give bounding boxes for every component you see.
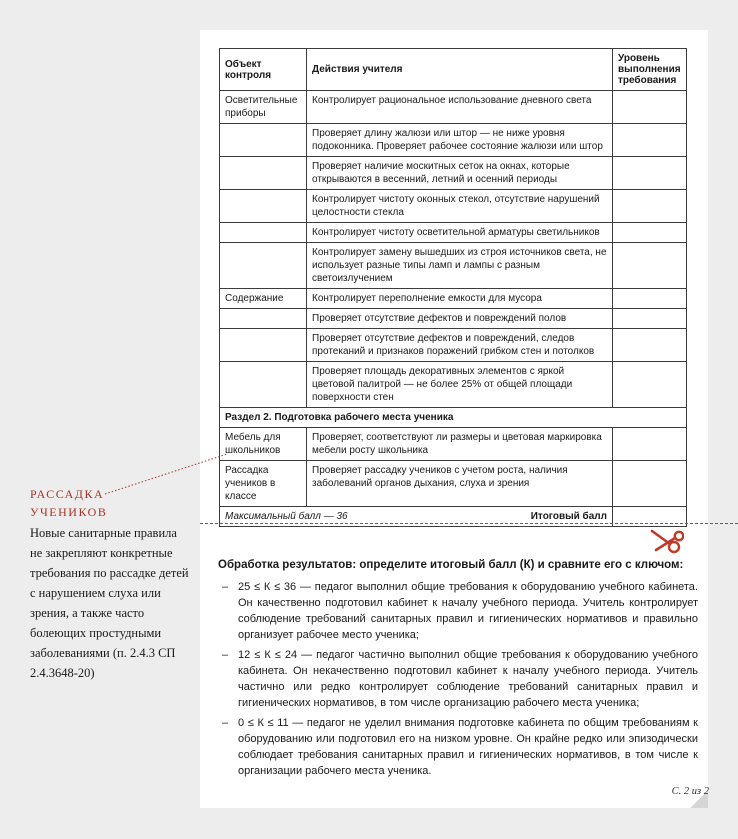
sidebar-text: Новые санитарные правила не закрепляют конкретные требования по рассадке детей с нарушением слуха или зрения, а также часто болеющих простудными заболеваниями (п. 2.4.3 СП 2.4.3648-20) xyxy=(30,526,189,680)
table-header-row xyxy=(220,49,687,91)
table-row xyxy=(220,428,687,461)
list-item: – 12 ≤ К ≤ 24 — педагог частично выполнил общие требования к оборудованию учебного кабинета. Он некачественно подготовил кабинет к началу учебного периода. Учитель частично или редко контролирует соблюдение требований санитарных правил и гигиенических нормативов, в том числе организацию рабочего места ученика; xyxy=(218,647,698,711)
table-row xyxy=(220,461,687,507)
sidebar-title-line1: РАССАДКА xyxy=(30,487,105,501)
section-row xyxy=(220,408,687,428)
level-cell xyxy=(613,362,687,408)
table-row xyxy=(220,243,687,289)
action-cell: Проверяет, соответствуют ли размеры и цветовая маркировка мебели росту школьника xyxy=(307,428,613,461)
action-cell: Контролирует чистоту оконных стекол, отсутствие нарушений целостности стекла xyxy=(307,190,613,223)
level-cell xyxy=(613,243,687,289)
results-list xyxy=(218,579,698,779)
page-number: С. 2 из 2 xyxy=(671,786,709,797)
action-cell: Проверяет площадь декоративных элементов с яркой цветовой палитрой — не более 25% от общей площади поверхности стен xyxy=(307,362,613,408)
table-row xyxy=(220,289,687,309)
object-cell: Содержание xyxy=(220,289,307,309)
list-item: – 0 ≤ К ≤ 11 — педагог не уделил внимания подготовке кабинета по общим требованиям к оборудованию или подготовил его на низком уровне. Он крайне редко или эпизодически соблюдает требования санитарных правил и гигиенических нормативов, в том числе к организации рабочего места ученика. xyxy=(218,715,698,779)
action-cell: Проверяет рассадку учеников с учетом роста, наличия заболеваний органов дыхания, слуха и зрения xyxy=(307,461,613,507)
action-cell: Проверяет отсутствие дефектов и повреждений, следов протеканий и признаков поражений грибком стен и потолков xyxy=(307,329,613,362)
action-cell: Контролирует рациональное использование дневного света xyxy=(307,91,613,124)
level-cell xyxy=(613,461,687,507)
requirements-table xyxy=(219,48,687,527)
level-cell xyxy=(613,190,687,223)
level-cell xyxy=(613,124,687,157)
level-cell xyxy=(613,428,687,461)
results-section xyxy=(218,557,698,783)
table-row xyxy=(220,362,687,408)
sidebar-title xyxy=(30,485,190,521)
level-cell xyxy=(613,309,687,329)
table-row xyxy=(220,124,687,157)
action-cell: Контролирует переполнение емкости для мусора xyxy=(307,289,613,309)
table-row xyxy=(220,190,687,223)
header-object: Объект контроля xyxy=(220,49,307,91)
max-score-label: Максимальный балл — 36 xyxy=(225,511,348,522)
header-level: Уровень выполнения требования xyxy=(613,49,687,91)
sidebar-note xyxy=(30,485,190,683)
level-cell xyxy=(613,91,687,124)
sidebar-title-line2: УЧЕНИКОВ xyxy=(30,505,108,519)
action-cell: Проверяет длину жалюзи или штор — не ниже уровня подоконника. Проверяет рабочее состояние жалюзи или штор xyxy=(307,124,613,157)
level-cell xyxy=(613,157,687,190)
object-cell: Мебель для школьников xyxy=(220,428,307,461)
table-row xyxy=(220,157,687,190)
table-row xyxy=(220,223,687,243)
section-title: Раздел 2. Подготовка рабочего места ученика xyxy=(220,408,687,428)
level-cell xyxy=(613,329,687,362)
list-item: – 25 ≤ К ≤ 36 — педагог выполнил общие требования к оборудованию учебного кабинета. Он качественно подготовил кабинет к началу учебного периода. Учитель контролирует соблюдение требований санитарных правил и гигиенических нормативов и правильно организует рабочее место ученика; xyxy=(218,579,698,643)
action-cell: Контролирует чистоту осветительной арматуры светильников xyxy=(307,223,613,243)
results-title: Обработка результатов: определите итоговый балл (К) и сравните его с ключом: xyxy=(218,559,684,571)
scissors-icon xyxy=(650,528,684,554)
cut-line xyxy=(200,523,738,524)
level-cell xyxy=(613,289,687,309)
header-actions: Действия учителя xyxy=(307,49,613,91)
table-row xyxy=(220,329,687,362)
table-row xyxy=(220,309,687,329)
action-cell: Контролирует замену вышедших из строя источников света, не использует разные типы ламп и лампы с разным светоизлучением xyxy=(307,243,613,289)
object-cell: Осветительные приборы xyxy=(220,91,307,124)
action-cell: Проверяет отсутствие дефектов и повреждений полов xyxy=(307,309,613,329)
level-cell xyxy=(613,223,687,243)
object-cell: Рассадка учеников в классе xyxy=(220,461,307,507)
action-cell: Проверяет наличие москитных сеток на окнах, которые открываются в весенний, летний и осенний периоды xyxy=(307,157,613,190)
table-row xyxy=(220,91,687,124)
total-score-label: Итоговый балл xyxy=(530,511,607,522)
